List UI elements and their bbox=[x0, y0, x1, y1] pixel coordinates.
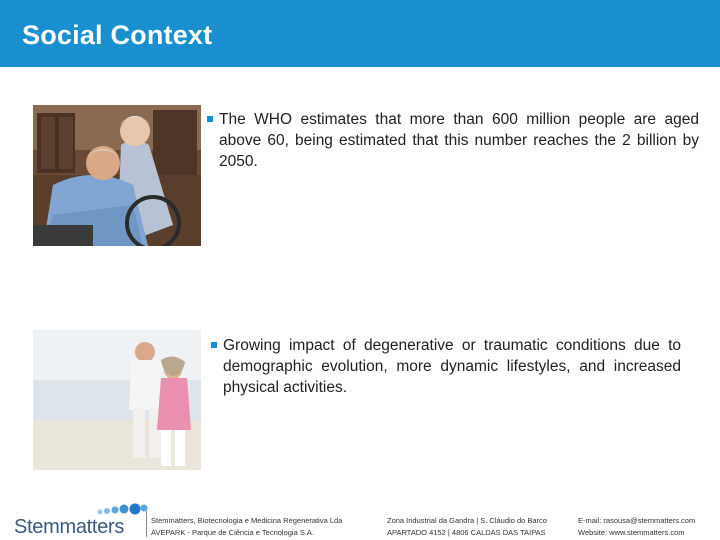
footer-divider bbox=[146, 511, 147, 537]
title-bar bbox=[0, 0, 720, 67]
logo-text: Stemmatters bbox=[14, 516, 125, 538]
bullet-item bbox=[207, 109, 699, 172]
footer-address-line2: APARTADO 4152 | 4806 CALDAS DAS TAIPAS bbox=[387, 528, 546, 537]
footer-company-location: AVEPARK - Parque de Ciência e Tecnologia S.A. bbox=[151, 528, 315, 537]
footer-address-line1: Zona Industrial da Gandra | S. Cláudio do Barco bbox=[387, 516, 547, 525]
bullet-text: Growing impact of degenerative or traumatic conditions due to demographic evolution, more dynamic lifestyles, and increased physical activities. bbox=[223, 337, 681, 396]
footer bbox=[0, 495, 720, 540]
footer-address bbox=[387, 515, 547, 539]
bullet-item bbox=[211, 335, 681, 398]
bullet-text: The WHO estimates that more than 600 million people are aged above 60, being estimated that this number reaches the 2 billion by 2050. bbox=[219, 111, 699, 170]
bullet-square-icon bbox=[211, 342, 217, 348]
stemmatters-logo bbox=[14, 501, 139, 537]
slide-title: Social Context bbox=[22, 20, 213, 50]
couple-walking-beach-photo bbox=[33, 330, 201, 470]
footer-website: Website: www.stemmatters.com bbox=[578, 528, 685, 537]
footer-email: E-mail: rasousa@stemmatters.com bbox=[578, 516, 696, 525]
logo-dots-icon bbox=[96, 502, 148, 516]
footer-company-name: Stemmatters, Biotecnologia e Medicina Regenerativa Lda bbox=[151, 516, 343, 525]
elderly-couple-wheelchair-photo bbox=[33, 105, 201, 246]
bullet-square-icon bbox=[207, 116, 213, 122]
footer-company-info bbox=[151, 515, 342, 539]
footer-contact bbox=[578, 515, 695, 539]
